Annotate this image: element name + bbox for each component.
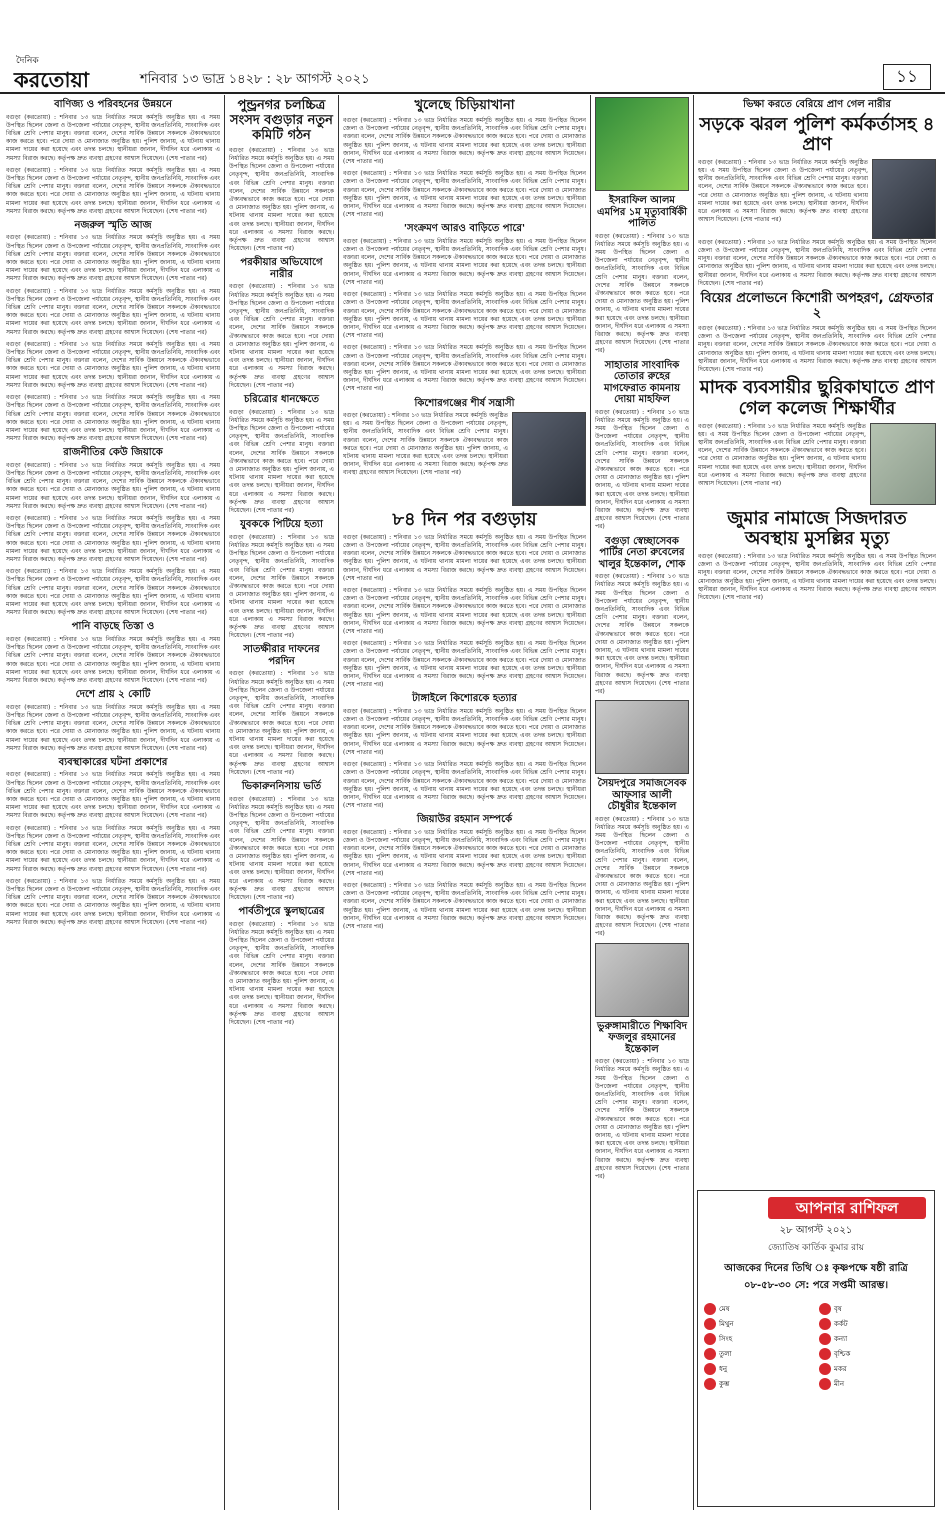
news-photo bbox=[870, 423, 936, 505]
sign-label: বৃষ bbox=[834, 1305, 842, 1313]
article-text: বগুড়া (করতোয়া) : শনিবার ১৩ ভাদ্র নির্ধারিত সময়ে কর্মসূচি অনুষ্ঠিত হয়। এ সময় উপস্থিত ছিলেন জেলা ও উপজেলা পর্যায়ের নেতৃবৃন্দ, স্থানীয় জনপ্রতিনিধি, সাংবাদিক এবং বিভিন্ন শ্রেণি পেশার মানুষ। বক্তারা বলেন, দেশের সার্বিক উন্নয়নে সকলকে ঐক্যবদ্ধভাবে কাজ করতে হবে। পরে দোয়া ও মোনাজাত অনুষ্ঠিত হয়। পুলিশ জানায়, এ ঘটনায় থানায় মামলা দায়ের করা হয়েছে এবং তদন্ত চলছে। স্থানীয়রা জানান, দীর্ঘদিন ধরে এলাকায় এ সমস্যা বিরাজ করছে। কর্তৃপক্ষ দ্রুত ব্যবস্থা গ্রহণের আশ্বাস দিয়েছেন। (শেষ পাতার পর) bbox=[6, 113, 220, 162]
sign-label: কুম্ভ bbox=[719, 1380, 730, 1388]
article-text: বগুড়া (করতোয়া) : শনিবার ১৩ ভাদ্র নির্ধারিত সময়ে কর্মসূচি অনুষ্ঠিত হয়। এ সময় উপস্থিত ছিলেন জেলা ও উপজেলা পর্যায়ের নেতৃবৃন্দ, স্থানীয় জনপ্রতিনিধি, সাংবাদিক এবং বিভিন্ন শ্রেণি পেশার মানুষ। বক্তারা বলেন, দেশের সার্বিক উন্নয়নে সকলকে ঐক্যবদ্ধভাবে কাজ করতে হবে। পরে দোয়া ও মোনাজাত অনুষ্ঠিত হয়। পুলিশ জানায়, এ ঘটনায় থানায় মামলা দায়ের করা হয়েছে এবং তদন্ত চলছে। স্থানীয়রা জানান, দীর্ঘদিন ধরে এলাকায় এ সমস্যা বিরাজ করছে। কর্তৃপক্ষ দ্রুত ব্যবস্থা গ্রহণের আশ্বাস দিয়েছেন। (শেষ পাতার পর) bbox=[343, 291, 586, 340]
article-text: বগুড়া (করতোয়া) : শনিবার ১৩ ভাদ্র নির্ধারিত সময়ে কর্মসূচি অনুষ্ঠিত হয়। এ সময় উপস্থিত ছিলেন জেলা ও উপজেলা পর্যায়ের নেতৃবৃন্দ, স্থানীয় জনপ্রতিনিধি, সাংবাদিক এবং বিভিন্ন শ্রেণি পেশার মানুষ। বক্তারা বলেন, দেশের সার্বিক উন্নয়নে সকলকে ঐক্যবদ্ধভাবে কাজ করতে হবে। পরে দোয়া ও মোনাজাত অনুষ্ঠিত হয়। পুলিশ জানায়, এ ঘটনায় থানায় মামলা দায়ের করা হয়েছে এবং তদন্ত চলছে। স্থানীয়রা জানান, দীর্ঘদিন ধরে এলাকায় এ সমস্যা বিরাজ করছে। কর্তৃপক্ষ দ্রুত ব্যবস্থা গ্রহণের আশ্বাস দিয়েছেন। (শেষ পাতার পর) bbox=[229, 408, 334, 515]
headline: সাহাতার সাংবাদিক তোতার রুহের মাগফেরাত কামনায় দোয়া মাহফিল bbox=[604, 359, 680, 406]
horoscope-sign bbox=[704, 1333, 813, 1345]
horoscope-sign bbox=[704, 1363, 813, 1375]
headline: পার্বতীপুরে স্কুলছাত্রের bbox=[238, 906, 325, 918]
article-text: বগুড়া (করতোয়া) : শনিবার ১৩ ভাদ্র নির্ধারিত সময়ে কর্মসূচি অনুষ্ঠিত হয়। এ সময় উপস্থিত ছিলেন জেলা ও উপজেলা পর্যায়ের নেতৃবৃন্দ, স্থানীয় জনপ্রতিনিধি, সাংবাদিক এবং বিভিন্ন শ্রেণি পেশার মানুষ। বক্তারা বলেন, দেশের সার্বিক উন্নয়নে সকলকে ঐক্যবদ্ধভাবে কাজ করতে হবে। পরে দোয়া ও মোনাজাত অনুষ্ঠিত হয়। পুলিশ জানায়, এ ঘটনায় থানায় মামলা দায়ের করা হয়েছে এবং তদন্ত চলছে। স্থানীয়রা জানান, দীর্ঘদিন ধরে এলাকায় এ সমস্যা বিরাজ করছে। কর্তৃপক্ষ দ্রুত ব্যবস্থা গ্রহণের আশ্বাস দিয়েছেন। (শেষ পাতার পর) bbox=[6, 877, 220, 926]
article-text: বগুড়া (করতোয়া) : শনিবার ১৩ ভাদ্র নির্ধারিত সময়ে কর্মসূচি অনুষ্ঠিত হয়। এ সময় উপস্থিত ছিলেন জেলা ও উপজেলা পর্যায়ের নেতৃবৃন্দ, স্থানীয় জনপ্রতিনিধি, সাংবাদিক এবং বিভিন্ন শ্রেণি পেশার মানুষ। বক্তারা বলেন, দেশের সার্বিক উন্নয়নে সকলকে ঐক্যবদ্ধভাবে কাজ করতে হবে। পরে দোয়া ও মোনাজাত অনুষ্ঠিত হয়। পুলিশ জানায়, এ ঘটনায় থানায় মামলা দায়ের করা হয়েছে এবং তদন্ত চলছে। স্থানীয়রা জানান, দীর্ঘদিন ধরে এলাকায় এ সমস্যা বিরাজ করছে। কর্তৃপক্ষ দ্রুত ব্যবস্থা গ্রহণের আশ্বাস দিয়েছেন। (শেষ পাতার পর) bbox=[229, 920, 334, 1027]
article-text: বগুড়া (করতোয়া) : শনিবার ১৩ ভাদ্র নির্ধারিত সময়ে কর্মসূচি অনুষ্ঠিত হয়। এ সময় উপস্থিত ছিলেন জেলা ও উপজেলা পর্যায়ের নেতৃবৃন্দ, স্থানীয় জনপ্রতিনিধি, সাংবাদিক এবং বিভিন্ন শ্রেণি পেশার মানুষ। বক্তারা বলেন, দেশের সার্বিক উন্নয়নে সকলকে ঐক্যবদ্ধভাবে কাজ করতে হবে। পরে দোয়া ও মোনাজাত অনুষ্ঠিত হয়। পুলিশ জানায়, এ ঘটনায় থানায় মামলা দায়ের করা হয়েছে এবং তদন্ত চলছে। স্থানীয়রা জানান, দীর্ঘদিন ধরে এলাকায় এ সমস্যা বিরাজ করছে। কর্তৃপক্ষ দ্রুত ব্যবস্থা গ্রহণের আশ্বাস দিয়েছেন। (শেষ পাতার পর) bbox=[595, 408, 689, 531]
column-divider bbox=[338, 95, 339, 1510]
article-text: বগুড়া (করতোয়া) : শনিবার ১৩ ভাদ্র নির্ধারিত সময়ে কর্মসূচি অনুষ্ঠিত হয়। এ সময় উপস্থিত ছিলেন জেলা ও উপজেলা পর্যায়ের নেতৃবৃন্দ, স্থানীয় জনপ্রতিনিধি, সাংবাদিক এবং বিভিন্ন শ্রেণি পেশার মানুষ। বক্তারা বলেন, দেশের সার্বিক উন্নয়নে সকলকে ঐক্যবদ্ধভাবে কাজ করতে হবে। পরে দোয়া ও মোনাজাত অনুষ্ঠিত হয়। পুলিশ জানায়, এ ঘটনায় থানায় মামলা দায়ের করা হয়েছে এবং তদন্ত চলছে। স্থানীয়রা জানান, দীর্ঘদিন ধরে এলাকায় এ সমস্যা বিরাজ করছে। কর্তৃপক্ষ দ্রুত ব্যবস্থা গ্রহণের আশ্বাস দিয়েছেন। (শেষ পাতার পর) bbox=[698, 238, 936, 287]
article-text: বগুড়া (করতোয়া) : শনিবার ১৩ ভাদ্র নির্ধারিত সময়ে কর্মসূচি অনুষ্ঠিত হয়। এ সময় উপস্থিত ছিলেন জেলা ও উপজেলা পর্যায়ের নেতৃবৃন্দ, স্থানীয় জনপ্রতিনিধি, সাংবাদিক এবং বিভিন্ন শ্রেণি পেশার মানুষ। বক্তারা বলেন, দেশের সার্বিক উন্নয়নে সকলকে ঐক্যবদ্ধভাবে কাজ করতে হবে। পরে দোয়া ও মোনাজাত অনুষ্ঠিত হয়। পুলিশ জানায়, এ ঘটনায় থানায় মামলা দায়ের করা হয়েছে এবং তদন্ত চলছে। স্থানীয়রা জানান, দীর্ঘদিন ধরে এলাকায় এ সমস্যা বিরাজ করছে। কর্তৃপক্ষ দ্রুত ব্যবস্থা গ্রহণের আশ্বাস দিয়েছেন। (শেষ পাতার পর) bbox=[343, 828, 586, 877]
headline: সাতক্ষীরার দাফনের পরদিন bbox=[243, 644, 320, 667]
horoscope-sign bbox=[819, 1378, 928, 1390]
portrait-photo bbox=[595, 943, 689, 1017]
zodiac-icon bbox=[819, 1303, 831, 1315]
headline: পরকীয়ার অভিযোগে নারীর bbox=[240, 257, 323, 280]
article-text: বগুড়া (করতোয়া) : শনিবার ১৩ ভাদ্র নির্ধারিত সময়ে কর্মসূচি অনুষ্ঠিত হয়। এ সময় উপস্থিত ছিলেন জেলা ও উপজেলা পর্যায়ের নেতৃবৃন্দ, স্থানীয় জনপ্রতিনিধি, সাংবাদিক এবং বিভিন্ন শ্রেণি পেশার মানুষ। বক্তারা বলেন, দেশের সার্বিক উন্নয়নে সকলকে ঐক্যবদ্ধভাবে কাজ করতে হবে। পরে দোয়া ও মোনাজাত অনুষ্ঠিত হয়। পুলিশ জানায়, এ ঘটনায় থানায় মামলা দায়ের করা হয়েছে এবং তদন্ত চলছে। স্থানীয়রা জানান, দীর্ঘদিন ধরে এলাকায় এ সমস্যা বিরাজ করছে। কর্তৃপক্ষ দ্রুত ব্যবস্থা গ্রহণের আশ্বাস দিয়েছেন। (শেষ পাতার পর) bbox=[343, 237, 586, 286]
headline: সড়কে ঝরল পুলিশ কর্মকর্তাসহ ৪ প্রাণ bbox=[699, 113, 935, 156]
article-text: বগুড়া (করতোয়া) : শনিবার ১৩ ভাদ্র নির্ধারিত সময়ে কর্মসূচি অনুষ্ঠিত হয়। এ সময় উপস্থিত ছিলেন জেলা ও উপজেলা পর্যায়ের নেতৃবৃন্দ, স্থানীয় জনপ্রতিনিধি, সাংবাদিক এবং বিভিন্ন শ্রেণি পেশার মানুষ। বক্তারা বলেন, দেশের সার্বিক উন্নয়নে সকলকে ঐক্যবদ্ধভাবে কাজ করতে হবে। পরে দোয়া ও মোনাজাত অনুষ্ঠিত হয়। পুলিশ জানায়, এ ঘটনায় থানায় মামলা দায়ের করা হয়েছে এবং তদন্ত চলছে। স্থানীয়রা জানান, দীর্ঘদিন ধরে এলাকায় এ সমস্যা বিরাজ করছে। কর্তৃপক্ষ দ্রুত ব্যবস্থা গ্রহণের আশ্বাস দিয়েছেন। (শেষ পাতার পর) bbox=[698, 552, 936, 601]
headline: পুন্ড্রনগর চলচ্চিত্র সংসদ বগুড়ার নতুন কমিটি গঠন bbox=[230, 98, 333, 143]
zodiac-icon bbox=[819, 1333, 831, 1345]
article-text: বগুড়া (করতোয়া) : শনিবার ১৩ ভাদ্র নির্ধারিত সময়ে কর্মসূচি অনুষ্ঠিত হয়। এ সময় উপস্থিত ছিলেন জেলা ও উপজেলা পর্যায়ের নেতৃবৃন্দ, স্থানীয় জনপ্রতিনিধি, সাংবাদিক এবং বিভিন্ন শ্রেণি পেশার মানুষ। বক্তারা বলেন, দেশের সার্বিক উন্নয়নে সকলকে ঐক্যবদ্ধভাবে কাজ করতে হবে। পরে দোয়া ও মোনাজাত অনুষ্ঠিত হয়। পুলিশ জানায়, এ ঘটনায় থানায় মামলা দায়ের করা হয়েছে এবং তদন্ত চলছে। স্থানীয়রা জানান, দীর্ঘদিন ধরে এলাকায় এ সমস্যা বিরাজ করছে। কর্তৃপক্ষ দ্রুত ব্যবস্থা গ্রহণের আশ্বাস দিয়েছেন। (শেষ পাতার পর) bbox=[6, 703, 220, 752]
news-photo bbox=[512, 412, 586, 506]
headline: চরিত্রাের ধানক্ষেতে bbox=[243, 394, 320, 406]
sign-label: কর্কট bbox=[834, 1320, 848, 1328]
article-text: বগুড়া (করতোয়া) : শনিবার ১৩ ভাদ্র নির্ধারিত সময়ে কর্মসূচি অনুষ্ঠিত হয়। এ সময় উপস্থিত ছিলেন জেলা ও উপজেলা পর্যায়ের নেতৃবৃন্দ, স্থানীয় জনপ্রতিনিধি, সাংবাদিক এবং বিভিন্ন শ্রেণি পেশার মানুষ। বক্তারা বলেন, দেশের সার্বিক উন্নয়নে সকলকে ঐক্যবদ্ধভাবে কাজ করতে হবে। পরে দোয়া ও মোনাজাত অনুষ্ঠিত হয়। পুলিশ জানায়, এ ঘটনায় থানায় মামলা দায়ের করা হয়েছে এবং তদন্ত চলছে। স্থানীয়রা জানান, দীর্ঘদিন ধরে এলাকায় এ সমস্যা বিরাজ করছে। কর্তৃপক্ষ দ্রুত ব্যবস্থা গ্রহণের আশ্বাস দিয়েছেন। (শেষ পাতার পর) bbox=[343, 586, 586, 635]
headline: বাণিজ্য ও পরিবহনের উন্নয়নে bbox=[54, 99, 172, 110]
zodiac-icon bbox=[704, 1333, 716, 1345]
headline: পানি বাড়ছে তিস্তা ও bbox=[71, 621, 155, 633]
article-text: বগুড়া (করতোয়া) : শনিবার ১৩ ভাদ্র নির্ধারিত সময়ে কর্মসূচি অনুষ্ঠিত হয়। এ সময় উপস্থিত ছিলেন জেলা ও উপজেলা পর্যায়ের নেতৃবৃন্দ, স্থানীয় জনপ্রতিনিধি, সাংবাদিক এবং বিভিন্ন শ্রেণি পেশার মানুষ। বক্তারা বলেন, দেশের সার্বিক উন্নয়নে সকলকে ঐক্যবদ্ধভাবে কাজ করতে হবে। পরে দোয়া ও মোনাজাত অনুষ্ঠিত হয়। পুলিশ জানায়, এ ঘটনায় থানায় মামলা দায়ের করা হয়েছে এবং তদন্ত চলছে। স্থানীয়রা জানান, দীর্ঘদিন ধরে এলাকায় এ সমস্যা বিরাজ করছে। কর্তৃপক্ষ দ্রুত ব্যবস্থা গ্রহণের আশ্বাস দিয়েছেন। (শেষ পাতার পর) bbox=[6, 394, 220, 443]
article-text: বগুড়া (করতোয়া) : শনিবার ১৩ ভাদ্র নির্ধারিত সময়ে কর্মসূচি অনুষ্ঠিত হয়। এ সময় উপস্থিত ছিলেন জেলা ও উপজেলা পর্যায়ের নেতৃবৃন্দ, স্থানীয় জনপ্রতিনিধি, সাংবাদিক এবং বিভিন্ন শ্রেণি পেশার মানুষ। বক্তারা বলেন, দেশের সার্বিক উন্নয়নে সকলকে ঐক্যবদ্ধভাবে কাজ করতে হবে। পরে দোয়া ও মোনাজাত অনুষ্ঠিত হয়। পুলিশ জানায়, এ ঘটনায় থানায় মামলা দায়ের করা হয়েছে এবং তদন্ত চলছে। স্থানীয়রা জানান, দীর্ঘদিন ধরে এলাকায় এ সমস্যা বিরাজ করছে। কর্তৃপক্ষ দ্রুত ব্যবস্থা গ্রহণের আশ্বাস দিয়েছেন। (শেষ পাতার পর) bbox=[343, 707, 586, 756]
headline: জিয়াউর রহমান সম্পর্কে bbox=[416, 814, 513, 826]
article-text: বগুড়া (করতোয়া) : শনিবার ১৩ ভাদ্র নির্ধারিত সময়ে কর্মসূচি অনুষ্ঠিত হয়। এ সময় উপস্থিত ছিলেন জেলা ও উপজেলা পর্যায়ের নেতৃবৃন্দ, স্থানীয় জনপ্রতিনিধি, সাংবাদিক এবং বিভিন্ন শ্রেণি পেশার মানুষ। বক্তারা বলেন, দেশের সার্বিক উন্নয়নে সকলকে ঐক্যবদ্ধভাবে কাজ করতে হবে। পরে দোয়া ও মোনাজাত অনুষ্ঠিত হয়। পুলিশ জানায়, এ ঘটনায় থানায় মামলা দায়ের করা হয়েছে এবং তদন্ত চলছে। স্থানীয়রা জানান, দীর্ঘদিন ধরে এলাকায় এ সমস্যা বিরাজ করছে। কর্তৃপক্ষ দ্রুত ব্যবস্থা গ্রহণের আশ্বাস দিয়েছেন। (শেষ পাতার পর) bbox=[343, 412, 508, 477]
headline: খুলেছে চিড়িয়াখানা bbox=[414, 98, 515, 113]
horoscope-sign bbox=[819, 1348, 928, 1360]
article-text: বগুড়া (করতোয়া) : শনিবার ১৩ ভাদ্র নির্ধারিত সময়ে কর্মসূচি অনুষ্ঠিত হয়। এ সময় উপস্থিত ছিলেন জেলা ও উপজেলা পর্যায়ের নেতৃবৃন্দ, স্থানীয় জনপ্রতিনিধি, সাংবাদিক এবং বিভিন্ন শ্রেণি পেশার মানুষ। বক্তারা বলেন, দেশের সার্বিক উন্নয়নে সকলকে ঐক্যবদ্ধভাবে কাজ করতে হবে। পরে দোয়া ও মোনাজাত অনুষ্ঠিত হয়। পুলিশ জানায়, এ ঘটনায় থানায় মামলা দায়ের করা হয়েছে এবং তদন্ত চলছে। স্থানীয়রা জানান, দীর্ঘদিন ধরে এলাকায় এ সমস্যা বিরাজ করছে। কর্তৃপক্ষ দ্রুত ব্যবস্থা গ্রহণের আশ্বাস দিয়েছেন। (শেষ পাতার পর) bbox=[229, 283, 334, 389]
headline: বিয়ের প্রলোভনে কিশোরী অপহরণ, গ্রেফতার ২ bbox=[700, 291, 934, 322]
horoscope-sign bbox=[704, 1303, 813, 1315]
headline: জুমার নামাজে সিজদারত অবস্থায় মুসল্লির মৃত্যু bbox=[727, 507, 907, 550]
masthead bbox=[0, 0, 945, 94]
article-text: বগুড়া (করতোয়া) : শনিবার ১৩ ভাদ্র নির্ধারিত সময়ে কর্মসূচি অনুষ্ঠিত হয়। এ সময় উপস্থিত ছিলেন জেলা ও উপজেলা পর্যায়ের নেতৃবৃন্দ, স্থানীয় জনপ্রতিনিধি, সাংবাদিক এবং বিভিন্ন শ্রেণি পেশার মানুষ। বক্তারা বলেন, দেশের সার্বিক উন্নয়নে সকলকে ঐক্যবদ্ধভাবে কাজ করতে হবে। পরে দোয়া ও মোনাজাত অনুষ্ঠিত হয়। পুলিশ জানায়, এ ঘটনায় থানায় মামলা দায়ের করা হয়েছে এবং তদন্ত চলছে। স্থানীয়রা জানান, দীর্ঘদিন ধরে এলাকায় এ সমস্যা বিরাজ করছে। কর্তৃপক্ষ দ্রুত ব্যবস্থা গ্রহণের আশ্বাস দিয়েছেন। (শেষ পাতার পর) bbox=[698, 158, 868, 224]
article-text: বগুড়া (করতোয়া) : শনিবার ১৩ ভাদ্র নির্ধারিত সময়ে কর্মসূচি অনুষ্ঠিত হয়। এ সময় উপস্থিত ছিলেন জেলা ও উপজেলা পর্যায়ের নেতৃবৃন্দ, স্থানীয় জনপ্রতিনিধি, সাংবাদিক এবং বিভিন্ন শ্রেণি পেশার মানুষ। বক্তারা বলেন, দেশের সার্বিক উন্নয়নে সকলকে ঐক্যবদ্ধভাবে কাজ করতে হবে। পরে দোয়া ও মোনাজাত অনুষ্ঠিত হয়। পুলিশ জানায়, এ ঘটনায় থানায় মামলা দায়ের করা হয়েছে এবং তদন্ত চলছে। স্থানীয়রা জানান, দীর্ঘদিন ধরে এলাকায় এ সমস্যা বিরাজ করছে। কর্তৃপক্ষ দ্রুত ব্যবস্থা গ্রহণের আশ্বাস দিয়েছেন। (শেষ পাতার পর) bbox=[698, 422, 866, 487]
column-3 bbox=[343, 95, 586, 1510]
article-text: বগুড়া (করতোয়া) : শনিবার ১৩ ভাদ্র নির্ধারিত সময়ে কর্মসূচি অনুষ্ঠিত হয়। এ সময় উপস্থিত ছিলেন জেলা ও উপজেলা পর্যায়ের নেতৃবৃন্দ, স্থানীয় জনপ্রতিনিধি, সাংবাদিক এবং বিভিন্ন শ্রেণি পেশার মানুষ। বক্তারা বলেন, দেশের সার্বিক উন্নয়নে সকলকে ঐক্যবদ্ধভাবে কাজ করতে হবে। পরে দোয়া ও মোনাজাত অনুষ্ঠিত হয়। পুলিশ জানায়, এ ঘটনায় থানায় মামলা দায়ের করা হয়েছে এবং তদন্ত চলছে। স্থানীয়রা জানান, দীর্ঘদিন ধরে এলাকায় এ সমস্যা বিরাজ করছে। কর্তৃপক্ষ দ্রুত ব্যবস্থা গ্রহণের আশ্বাস দিয়েছেন। (শেষ পাতার পর) bbox=[6, 287, 220, 336]
sign-label: মিথুন bbox=[719, 1320, 734, 1328]
headline: বগুড়া স্বেচ্ছাসেবক পার্টির নেতা রুবেলের খালুর ইন্তেকাল, শোক bbox=[598, 535, 686, 570]
article-text: বগুড়া (করতোয়া) : শনিবার ১৩ ভাদ্র নির্ধারিত সময়ে কর্মসূচি অনুষ্ঠিত হয়। এ সময় উপস্থিত ছিলেন জেলা ও উপজেলা পর্যায়ের নেতৃবৃন্দ, স্থানীয় জনপ্রতিনিধি, সাংবাদিক এবং বিভিন্ন শ্রেণি পেশার মানুষ। বক্তারা বলেন, দেশের সার্বিক উন্নয়নে সকলকে ঐক্যবদ্ধভাবে কাজ করতে হবে। পরে দোয়া ও মোনাজাত অনুষ্ঠিত হয়। পুলিশ জানায়, এ ঘটনায় থানায় মামলা দায়ের করা হয়েছে এবং তদন্ত চলছে। স্থানীয়রা জানান, দীর্ঘদিন ধরে এলাকায় এ সমস্যা বিরাজ করছে। কর্তৃপক্ষ দ্রুত ব্যবস্থা গ্রহণের আশ্বাস দিয়েছেন। (শেষ পাতার পর) bbox=[6, 461, 220, 510]
article-text: বগুড়া (করতোয়া) : শনিবার ১৩ ভাদ্র নির্ধারিত সময়ে কর্মসূচি অনুষ্ঠিত হয়। এ সময় উপস্থিত ছিলেন জেলা ও উপজেলা পর্যায়ের নেতৃবৃন্দ, স্থানীয় জনপ্রতিনিধি, সাংবাদিক এবং বিভিন্ন শ্রেণি পেশার মানুষ। বক্তারা বলেন, দেশের সার্বিক উন্নয়নে সকলকে ঐক্যবদ্ধভাবে কাজ করতে হবে। পরে দোয়া ও মোনাজাত অনুষ্ঠিত হয়। পুলিশ জানায়, এ ঘটনায় থানায় মামলা দায়ের করা হয়েছে এবং তদন্ত চলছে। স্থানীয়রা জানান, দীর্ঘদিন ধরে এলাকায় এ সমস্যা বিরাজ করছে। কর্তৃপক্ষ দ্রুত ব্যবস্থা গ্রহণের আশ্বাস দিয়েছেন। (শেষ পাতার পর) bbox=[343, 882, 586, 931]
article-text: বগুড়া (করতোয়া) : শনিবার ১৩ ভাদ্র নির্ধারিত সময়ে কর্মসূচি অনুষ্ঠিত হয়। এ সময় উপস্থিত ছিলেন জেলা ও উপজেলা পর্যায়ের নেতৃবৃন্দ, স্থানীয় জনপ্রতিনিধি, সাংবাদিক এবং বিভিন্ন শ্রেণি পেশার মানুষ। বক্তারা বলেন, দেশের সার্বিক উন্নয়নে সকলকে ঐক্যবদ্ধভাবে কাজ করতে হবে। পরে দোয়া ও মোনাজাত অনুষ্ঠিত হয়। পুলিশ জানায়, এ ঘটনায় থানায় মামলা দায়ের করা হয়েছে এবং তদন্ত চলছে। স্থানীয়রা জানান, দীর্ঘদিন ধরে এলাকায় এ সমস্যা বিরাজ করছে। কর্তৃপক্ষ দ্রুত ব্যবস্থা গ্রহণের আশ্বাস দিয়েছেন। (শেষ পাতার পর) bbox=[343, 170, 586, 219]
article-text: বগুড়া (করতোয়া) : শনিবার ১৩ ভাদ্র নির্ধারিত সময়ে কর্মসূচি অনুষ্ঠিত হয়। এ সময় উপস্থিত ছিলেন জেলা ও উপজেলা পর্যায়ের নেতৃবৃন্দ, স্থানীয় জনপ্রতিনিধি, সাংবাদিক এবং বিভিন্ন শ্রেণি পেশার মানুষ। বক্তারা বলেন, দেশের সার্বিক উন্নয়নে সকলকে ঐক্যবদ্ধভাবে কাজ করতে হবে। পরে দোয়া ও মোনাজাত অনুষ্ঠিত হয়। পুলিশ জানায়, এ ঘটনায় থানায় মামলা দায়ের করা হয়েছে এবং তদন্ত চলছে। স্থানীয়রা জানান, দীর্ঘদিন ধরে এলাকায় এ সমস্যা বিরাজ করছে। কর্তৃপক্ষ দ্রুত ব্যবস্থা গ্রহণের আশ্বাস দিয়েছেন। (শেষ পাতার পর) bbox=[229, 670, 334, 776]
horoscope-sign bbox=[819, 1303, 928, 1315]
portrait-photo bbox=[595, 97, 689, 191]
column-divider bbox=[590, 95, 591, 1510]
headline: মাদক ব্যবসায়ীর ছুরিকাঘাতে প্রাণ গেল কলেজ শিক্ষার্থীর bbox=[699, 377, 935, 419]
sign-label: সিংহ bbox=[719, 1335, 733, 1343]
article-text: বগুড়া (করতোয়া) : শনিবার ১৩ ভাদ্র নির্ধারিত সময়ে কর্মসূচি অনুষ্ঠিত হয়। এ সময় উপস্থিত ছিলেন জেলা ও উপজেলা পর্যায়ের নেতৃবৃন্দ, স্থানীয় জনপ্রতিনিধি, সাংবাদিক এবং বিভিন্ন শ্রেণি পেশার মানুষ। বক্তারা বলেন, দেশের সার্বিক উন্নয়নে সকলকে ঐক্যবদ্ধভাবে কাজ করতে হবে। পরে দোয়া ও মোনাজাত অনুষ্ঠিত হয়। পুলিশ জানায়, এ ঘটনায় থানায় মামলা দায়ের করা হয়েছে এবং তদন্ত চলছে। স্থানীয়রা জানান, দীর্ঘদিন ধরে এলাকায় এ সমস্যা বিরাজ করছে। কর্তৃপক্ষ দ্রুত ব্যবস্থা গ্রহণের আশ্বাস দিয়েছেন। (শেষ পাতার পর) bbox=[343, 640, 586, 689]
logo-text: করতোয়া bbox=[14, 68, 89, 92]
article-text: বগুড়া (করতোয়া) : শনিবার ১৩ ভাদ্র নির্ধারিত সময়ে কর্মসূচি অনুষ্ঠিত হয়। এ সময় উপস্থিত ছিলেন জেলা ও উপজেলা পর্যায়ের নেতৃবৃন্দ, স্থানীয় জনপ্রতিনিধি, সাংবাদিক এবং বিভিন্ন শ্রেণি পেশার মানুষ। বক্তারা বলেন, দেশের সার্বিক উন্নয়নে সকলকে ঐক্যবদ্ধভাবে কাজ করতে হবে। পরে দোয়া ও মোনাজাত অনুষ্ঠিত হয়। পুলিশ জানায়, এ ঘটনায় থানায় মামলা দায়ের করা হয়েছে এবং তদন্ত চলছে। স্থানীয়রা জানান, দীর্ঘদিন ধরে এলাকায় এ সমস্যা বিরাজ করছে। কর্তৃপক্ষ দ্রুত ব্যবস্থা গ্রহণের আশ্বাস দিয়েছেন। (শেষ পাতার পর) bbox=[595, 232, 689, 355]
horoscope-date: ২৮ আগস্ট ২০২১ bbox=[779, 1225, 853, 1236]
horoscope-author: জ্যোতিষ কার্তিক কুমার রায় bbox=[767, 1243, 865, 1253]
horoscope-box bbox=[697, 1190, 935, 1507]
article-text: বগুড়া (করতোয়া) : শনিবার ১৩ ভাদ্র নির্ধারিত সময়ে কর্মসূচি অনুষ্ঠিত হয়। এ সময় উপস্থিত ছিলেন জেলা ও উপজেলা পর্যায়ের নেতৃবৃন্দ, স্থানীয় জনপ্রতিনিধি, সাংবাদিক এবং বিভিন্ন শ্রেণি পেশার মানুষ। বক্তারা বলেন, দেশের সার্বিক উন্নয়নে সকলকে ঐক্যবদ্ধভাবে কাজ করতে হবে। পরে দোয়া ও মোনাজাত অনুষ্ঠিত হয়। পুলিশ জানায়, এ ঘটনায় থানায় মামলা দায়ের করা হয়েছে এবং তদন্ত চলছে। স্থানীয়রা জানান, দীর্ঘদিন ধরে এলাকায় এ সমস্যা বিরাজ করছে। কর্তৃপক্ষ দ্রুত ব্যবস্থা গ্রহণের আশ্বাস দিয়েছেন। (শেষ পাতার পর) bbox=[343, 761, 586, 810]
article-text: বগুড়া (করতোয়া) : শনিবার ১৩ ভাদ্র নির্ধারিত সময়ে কর্মসূচি অনুষ্ঠিত হয়। এ সময় উপস্থিত ছিলেন জেলা ও উপজেলা পর্যায়ের নেতৃবৃন্দ, স্থানীয় জনপ্রতিনিধি, সাংবাদিক এবং বিভিন্ন শ্রেণি পেশার মানুষ। বক্তারা বলেন, দেশের সার্বিক উন্নয়নে সকলকে ঐক্যবদ্ধভাবে কাজ করতে হবে। পরে দোয়া ও মোনাজাত অনুষ্ঠিত হয়। পুলিশ জানায়, এ ঘটনায় থানায় মামলা দায়ের করা হয়েছে এবং তদন্ত চলছে। স্থানীয়রা জানান, দীর্ঘদিন ধরে এলাকায় এ সমস্যা বিরাজ করছে। কর্তৃপক্ষ দ্রুত ব্যবস্থা গ্রহণের আশ্বাস দিয়েছেন। (শেষ পাতার পর) bbox=[595, 815, 689, 938]
horoscope-signs bbox=[698, 1301, 934, 1392]
sign-label: মীন bbox=[834, 1380, 845, 1388]
article-text: বগুড়া (করতোয়া) : শনিবার ১৩ ভাদ্র নির্ধারিত সময়ে কর্মসূচি অনুষ্ঠিত হয়। এ সময় উপস্থিত ছিলেন জেলা ও উপজেলা পর্যায়ের নেতৃবৃন্দ, স্থানীয় জনপ্রতিনিধি, সাংবাদিক এবং বিভিন্ন শ্রেণি পেশার মানুষ। বক্তারা বলেন, দেশের সার্বিক উন্নয়নে সকলকে ঐক্যবদ্ধভাবে কাজ করতে হবে। পরে দোয়া ও মোনাজাত অনুষ্ঠিত হয়। পুলিশ জানায়, এ ঘটনায় থানায় মামলা দায়ের করা হয়েছে এবং তদন্ত চলছে। স্থানীয়রা জানান, দীর্ঘদিন ধরে এলাকায় এ সমস্যা বিরাজ করছে। কর্তৃপক্ষ দ্রুত ব্যবস্থা গ্রহণের আশ্বাস দিয়েছেন। (শেষ পাতার পর) bbox=[6, 771, 220, 820]
zodiac-icon bbox=[704, 1363, 716, 1375]
horoscope-title: আপনার রাশিফল bbox=[768, 1197, 926, 1219]
article-text: বগুড়া (করতোয়া) : শনিবার ১৩ ভাদ্র নির্ধারিত সময়ে কর্মসূচি অনুষ্ঠিত হয়। এ সময় উপস্থিত ছিলেন জেলা ও উপজেলা পর্যায়ের নেতৃবৃন্দ, স্থানীয় জনপ্রতিনিধি, সাংবাদিক এবং বিভিন্ন শ্রেণি পেশার মানুষ। বক্তারা বলেন, দেশের সার্বিক উন্নয়নে সকলকে ঐক্যবদ্ধভাবে কাজ করতে হবে। পরে দোয়া ও মোনাজাত অনুষ্ঠিত হয়। পুলিশ জানায়, এ ঘটনায় থানায় মামলা দায়ের করা হয়েছে এবং তদন্ত চলছে। স্থানীয়রা জানান, দীর্ঘদিন ধরে এলাকায় এ সমস্যা বিরাজ করছে। কর্তৃপক্ষ দ্রুত ব্যবস্থা গ্রহণের আশ্বাস দিয়েছেন। (শেষ পাতার পর) bbox=[343, 116, 586, 165]
column-1 bbox=[6, 95, 220, 1510]
newspaper-logo bbox=[14, 56, 89, 99]
article-text: বগুড়া (করতোয়া) : শনিবার ১৩ ভাদ্র নির্ধারিত সময়ে কর্মসূচি অনুষ্ঠিত হয়। এ সময় উপস্থিত ছিলেন জেলা ও উপজেলা পর্যায়ের নেতৃবৃন্দ, স্থানীয় জনপ্রতিনিধি, সাংবাদিক এবং বিভিন্ন শ্রেণি পেশার মানুষ। বক্তারা বলেন, দেশের সার্বিক উন্নয়নে সকলকে ঐক্যবদ্ধভাবে কাজ করতে হবে। পরে দোয়া ও মোনাজাত অনুষ্ঠিত হয়। পুলিশ জানায়, এ ঘটনায় থানায় মামলা দায়ের করা হয়েছে এবং তদন্ত চলছে। স্থানীয়রা জানান, দীর্ঘদিন ধরে এলাকায় এ সমস্যা বিরাজ করছে। কর্তৃপক্ষ দ্রুত ব্যবস্থা গ্রহণের আশ্বাস দিয়েছেন। (শেষ পাতার পর) bbox=[698, 324, 936, 373]
horoscope-sign bbox=[704, 1378, 813, 1390]
logo-tagline: দৈনিক bbox=[16, 56, 39, 66]
headline: নজরুল স্মৃতি আজ bbox=[74, 219, 152, 231]
sign-label: মকর bbox=[834, 1365, 847, 1373]
zodiac-icon bbox=[819, 1318, 831, 1330]
headline: রাজনীতির কেউ জিয়াকে bbox=[63, 447, 163, 459]
article-text: বগুড়া (করতোয়া) : শনিবার ১৩ ভাদ্র নির্ধারিত সময়ে কর্মসূচি অনুষ্ঠিত হয়। এ সময় উপস্থিত ছিলেন জেলা ও উপজেলা পর্যায়ের নেতৃবৃন্দ, স্থানীয় জনপ্রতিনিধি, সাংবাদিক এবং বিভিন্ন শ্রেণি পেশার মানুষ। বক্তারা বলেন, দেশের সার্বিক উন্নয়নে সকলকে ঐক্যবদ্ধভাবে কাজ করতে হবে। পরে দোয়া ও মোনাজাত অনুষ্ঠিত হয়। পুলিশ জানায়, এ ঘটনায় থানায় মামলা দায়ের করা হয়েছে এবং তদন্ত চলছে। স্থানীয়রা জানান, দীর্ঘদিন ধরে এলাকায় এ সমস্যা বিরাজ করছে। কর্তৃপক্ষ দ্রুত ব্যবস্থা গ্রহণের আশ্বাস দিয়েছেন। (শেষ পাতার পর) bbox=[6, 635, 220, 684]
zodiac-icon bbox=[704, 1318, 716, 1330]
zodiac-icon bbox=[819, 1363, 831, 1375]
sign-label: কন্যা bbox=[834, 1335, 848, 1343]
page-number: ১১ bbox=[883, 64, 931, 90]
headline-kicker: ভিক্ষা করতে বেরিয়ে প্রাণ গেল নারীর bbox=[743, 99, 891, 110]
headline: 'সংক্রমণ আরও বাড়িতে পারে' bbox=[403, 223, 526, 235]
headline: ইসরাফিল আলম এমপির ১ম মৃত্যুবার্ষিকী পালিত bbox=[597, 195, 687, 229]
sign-label: বৃশ্চিক bbox=[834, 1350, 851, 1358]
article-text: বগুড়া (করতোয়া) : শনিবার ১৩ ভাদ্র নির্ধারিত সময়ে কর্মসূচি অনুষ্ঠিত হয়। এ সময় উপস্থিত ছিলেন জেলা ও উপজেলা পর্যায়ের নেতৃবৃন্দ, স্থানীয় জনপ্রতিনিধি, সাংবাদিক এবং বিভিন্ন শ্রেণি পেশার মানুষ। বক্তারা বলেন, দেশের সার্বিক উন্নয়নে সকলকে ঐক্যবদ্ধভাবে কাজ করতে হবে। পরে দোয়া ও মোনাজাত অনুষ্ঠিত হয়। পুলিশ জানায়, এ ঘটনায় থানায় মামলা দায়ের করা হয়েছে এবং তদন্ত চলছে। স্থানীয়রা জানান, দীর্ঘদিন ধরে এলাকায় এ সমস্যা বিরাজ করছে। কর্তৃপক্ষ দ্রুত ব্যবস্থা গ্রহণের আশ্বাস দিয়েছেন। (শেষ পাতার পর) bbox=[595, 573, 689, 695]
column-divider bbox=[224, 95, 225, 1510]
sign-label: তুলা bbox=[719, 1350, 732, 1358]
zodiac-icon bbox=[819, 1378, 831, 1390]
headline: টাঙ্গাইলে কিশোরকে হত্যার bbox=[412, 693, 517, 705]
article-text: বগুড়া (করতোয়া) : শনিবার ১৩ ভাদ্র নির্ধারিত সময়ে কর্মসূচি অনুষ্ঠিত হয়। এ সময় উপস্থিত ছিলেন জেলা ও উপজেলা পর্যায়ের নেতৃবৃন্দ, স্থানীয় জনপ্রতিনিধি, সাংবাদিক এবং বিভিন্ন শ্রেণি পেশার মানুষ। বক্তারা বলেন, দেশের সার্বিক উন্নয়নে সকলকে ঐক্যবদ্ধভাবে কাজ করতে হবে। পরে দোয়া ও মোনাজাত অনুষ্ঠিত হয়। পুলিশ জানায়, এ ঘটনায় থানায় মামলা দায়ের করা হয়েছে এবং তদন্ত চলছে। স্থানীয়রা জানান, দীর্ঘদিন ধরে এলাকায় এ সমস্যা বিরাজ করছে। কর্তৃপক্ষ দ্রুত ব্যবস্থা গ্রহণের আশ্বাস দিয়েছেন। (শেষ পাতার পর) bbox=[343, 344, 586, 393]
news-photo bbox=[872, 159, 936, 239]
headline: দেশে প্রায় ২ কোটি bbox=[75, 689, 151, 701]
horoscope-sign bbox=[819, 1363, 928, 1375]
article-text: বগুড়া (করতোয়া) : শনিবার ১৩ ভাদ্র নির্ধারিত সময়ে কর্মসূচি অনুষ্ঠিত হয়। এ সময় উপস্থিত ছিলেন জেলা ও উপজেলা পর্যায়ের নেতৃবৃন্দ, স্থানীয় জনপ্রতিনিধি, সাংবাদিক এবং বিভিন্ন শ্রেণি পেশার মানুষ। বক্তারা বলেন, দেশের সার্বিক উন্নয়নে সকলকে ঐক্যবদ্ধভাবে কাজ করতে হবে। পরে দোয়া ও মোনাজাত অনুষ্ঠিত হয়। পুলিশ জানায়, এ ঘটনায় থানায় মামলা দায়ের করা হয়েছে এবং তদন্ত চলছে। স্থানীয়রা জানান, দীর্ঘদিন ধরে এলাকায় এ সমস্যা বিরাজ করছে। কর্তৃপক্ষ দ্রুত ব্যবস্থা গ্রহণের আশ্বাস দিয়েছেন। (শেষ পাতার পর) bbox=[595, 1058, 689, 1181]
article-text: বগুড়া (করতোয়া) : শনিবার ১৩ ভাদ্র নির্ধারিত সময়ে কর্মসূচি অনুষ্ঠিত হয়। এ সময় উপস্থিত ছিলেন জেলা ও উপজেলা পর্যায়ের নেতৃবৃন্দ, স্থানীয় জনপ্রতিনিধি, সাংবাদিক এবং বিভিন্ন শ্রেণি পেশার মানুষ। বক্তারা বলেন, দেশের সার্বিক উন্নয়নে সকলকে ঐক্যবদ্ধভাবে কাজ করতে হবে। পরে দোয়া ও মোনাজাত অনুষ্ঠিত হয়। পুলিশ জানায়, এ ঘটনায় থানায় মামলা দায়ের করা হয়েছে এবং তদন্ত চলছে। স্থানীয়রা জানান, দীর্ঘদিন ধরে এলাকায় এ সমস্যা বিরাজ করছে। কর্তৃপক্ষ দ্রুত ব্যবস্থা গ্রহণের আশ্বাস দিয়েছেন। (শেষ পাতার পর) bbox=[229, 795, 334, 901]
column-4 bbox=[595, 95, 689, 1510]
article-text: বগুড়া (করতোয়া) : শনিবার ১৩ ভাদ্র নির্ধারিত সময়ে কর্মসূচি অনুষ্ঠিত হয়। এ সময় উপস্থিত ছিলেন জেলা ও উপজেলা পর্যায়ের নেতৃবৃন্দ, স্থানীয় জনপ্রতিনিধি, সাংবাদিক এবং বিভিন্ন শ্রেণি পেশার মানুষ। বক্তারা বলেন, দেশের সার্বিক উন্নয়নে সকলকে ঐক্যবদ্ধভাবে কাজ করতে হবে। পরে দোয়া ও মোনাজাত অনুষ্ঠিত হয়। পুলিশ জানায়, এ ঘটনায় থানায় মামলা দায়ের করা হয়েছে এবং তদন্ত চলছে। স্থানীয়রা জানান, দীর্ঘদিন ধরে এলাকায় এ সমস্যা বিরাজ করছে। কর্তৃপক্ষ দ্রুত ব্যবস্থা গ্রহণের আশ্বাস দিয়েছেন। (শেষ পাতার পর) bbox=[229, 146, 334, 253]
horoscope-tithi: আজকের দিনের তিথি ঃ কৃষ্ণপক্ষে ষষ্ঠী রাত্রি ০৮-৫৮-৩০ সে: পরে সপ্তমী আরম্ভ। bbox=[724, 1263, 908, 1291]
zodiac-icon bbox=[704, 1303, 716, 1315]
headline: ভিকারুননিসায় ভর্তি bbox=[241, 781, 322, 793]
headline: ভুরুঙ্গামারীতে শিক্ষাবিদ ফজলুর রহমানের ইন্তেকাল bbox=[597, 1020, 687, 1055]
article-text: বগুড়া (করতোয়া) : শনিবার ১৩ ভাদ্র নির্ধারিত সময়ে কর্মসূচি অনুষ্ঠিত হয়। এ সময় উপস্থিত ছিলেন জেলা ও উপজেলা পর্যায়ের নেতৃবৃন্দ, স্থানীয় জনপ্রতিনিধি, সাংবাদিক এবং বিভিন্ন শ্রেণি পেশার মানুষ। বক্তারা বলেন, দেশের সার্বিক উন্নয়নে সকলকে ঐক্যবদ্ধভাবে কাজ করতে হবে। পরে দোয়া ও মোনাজাত অনুষ্ঠিত হয়। পুলিশ জানায়, এ ঘটনায় থানায় মামলা দায়ের করা হয়েছে এবং তদন্ত চলছে। স্থানীয়রা জানান, দীর্ঘদিন ধরে এলাকায় এ সমস্যা বিরাজ করছে। কর্তৃপক্ষ দ্রুত ব্যবস্থা গ্রহণের আশ্বাস দিয়েছেন। (শেষ পাতার পর) bbox=[6, 568, 220, 617]
horoscope-sign bbox=[704, 1318, 813, 1330]
headline: সৈয়দপুরে সমাজসেবক আফসার আলী চৌধুরীর ইন্তেকাল bbox=[597, 778, 687, 813]
article-text: বগুড়া (করতোয়া) : শনিবার ১৩ ভাদ্র নির্ধারিত সময়ে কর্মসূচি অনুষ্ঠিত হয়। এ সময় উপস্থিত ছিলেন জেলা ও উপজেলা পর্যায়ের নেতৃবৃন্দ, স্থানীয় জনপ্রতিনিধি, সাংবাদিক এবং বিভিন্ন শ্রেণি পেশার মানুষ। বক্তারা বলেন, দেশের সার্বিক উন্নয়নে সকলকে ঐক্যবদ্ধভাবে কাজ করতে হবে। পরে দোয়া ও মোনাজাত অনুষ্ঠিত হয়। পুলিশ জানায়, এ ঘটনায় থানায় মামলা দায়ের করা হয়েছে এবং তদন্ত চলছে। স্থানীয়রা জানান, দীর্ঘদিন ধরে এলাকায় এ সমস্যা বিরাজ করছে। কর্তৃপক্ষ দ্রুত ব্যবস্থা গ্রহণের আশ্বাস দিয়েছেন। (শেষ পাতার পর) bbox=[6, 166, 220, 215]
article-text: বগুড়া (করতোয়া) : শনিবার ১৩ ভাদ্র নির্ধারিত সময়ে কর্মসূচি অনুষ্ঠিত হয়। এ সময় উপস্থিত ছিলেন জেলা ও উপজেলা পর্যায়ের নেতৃবৃন্দ, স্থানীয় জনপ্রতিনিধি, সাংবাদিক এবং বিভিন্ন শ্রেণি পেশার মানুষ। বক্তারা বলেন, দেশের সার্বিক উন্নয়নে সকলকে ঐক্যবদ্ধভাবে কাজ করতে হবে। পরে দোয়া ও মোনাজাত অনুষ্ঠিত হয়। পুলিশ জানায়, এ ঘটনায় থানায় মামলা দায়ের করা হয়েছে এবং তদন্ত চলছে। স্থানীয়রা জানান, দীর্ঘদিন ধরে এলাকায় এ সমস্যা বিরাজ করছে। কর্তৃপক্ষ দ্রুত ব্যবস্থা গ্রহণের আশ্বাস দিয়েছেন। (শেষ পাতার পর) bbox=[343, 533, 586, 582]
column-5 bbox=[698, 95, 936, 1185]
zodiac-icon bbox=[704, 1348, 716, 1360]
article-text: বগুড়া (করতোয়া) : শনিবার ১৩ ভাদ্র নির্ধারিত সময়ে কর্মসূচি অনুষ্ঠিত হয়। এ সময় উপস্থিত ছিলেন জেলা ও উপজেলা পর্যায়ের নেতৃবৃন্দ, স্থানীয় জনপ্রতিনিধি, সাংবাদিক এবং বিভিন্ন শ্রেণি পেশার মানুষ। বক্তারা বলেন, দেশের সার্বিক উন্নয়নে সকলকে ঐক্যবদ্ধভাবে কাজ করতে হবে। পরে দোয়া ও মোনাজাত অনুষ্ঠিত হয়। পুলিশ জানায়, এ ঘটনায় থানায় মামলা দায়ের করা হয়েছে এবং তদন্ত চলছে। স্থানীয়রা জানান, দীর্ঘদিন ধরে এলাকায় এ সমস্যা বিরাজ করছে। কর্তৃপক্ষ দ্রুত ব্যবস্থা গ্রহণের আশ্বাস দিয়েছেন। (শেষ পাতার পর) bbox=[6, 234, 220, 283]
article-text: বগুড়া (করতোয়া) : শনিবার ১৩ ভাদ্র নির্ধারিত সময়ে কর্মসূচি অনুষ্ঠিত হয়। এ সময় উপস্থিত ছিলেন জেলা ও উপজেলা পর্যায়ের নেতৃবৃন্দ, স্থানীয় জনপ্রতিনিধি, সাংবাদিক এবং বিভিন্ন শ্রেণি পেশার মানুষ। বক্তারা বলেন, দেশের সার্বিক উন্নয়নে সকলকে ঐক্যবদ্ধভাবে কাজ করতে হবে। পরে দোয়া ও মোনাজাত অনুষ্ঠিত হয়। পুলিশ জানায়, এ ঘটনায় থানায় মামলা দায়ের করা হয়েছে এবং তদন্ত চলছে। স্থানীয়রা জানান, দীর্ঘদিন ধরে এলাকায় এ সমস্যা বিরাজ করছে। কর্তৃপক্ষ দ্রুত ব্যবস্থা গ্রহণের আশ্বাস দিয়েছেন। (শেষ পাতার পর) bbox=[6, 515, 220, 564]
article-text: বগুড়া (করতোয়া) : শনিবার ১৩ ভাদ্র নির্ধারিত সময়ে কর্মসূচি অনুষ্ঠিত হয়। এ সময় উপস্থিত ছিলেন জেলা ও উপজেলা পর্যায়ের নেতৃবৃন্দ, স্থানীয় জনপ্রতিনিধি, সাংবাদিক এবং বিভিন্ন শ্রেণি পেশার মানুষ। বক্তারা বলেন, দেশের সার্বিক উন্নয়নে সকলকে ঐক্যবদ্ধভাবে কাজ করতে হবে। পরে দোয়া ও মোনাজাত অনুষ্ঠিত হয়। পুলিশ জানায়, এ ঘটনায় থানায় মামলা দায়ের করা হয়েছে এবং তদন্ত চলছে। স্থানীয়রা জানান, দীর্ঘদিন ধরে এলাকায় এ সমস্যা বিরাজ করছে। কর্তৃপক্ষ দ্রুত ব্যবস্থা গ্রহণের আশ্বাস দিয়েছেন। (শেষ পাতার পর) bbox=[6, 824, 220, 873]
article-text: বগুড়া (করতোয়া) : শনিবার ১৩ ভাদ্র নির্ধারিত সময়ে কর্মসূচি অনুষ্ঠিত হয়। এ সময় উপস্থিত ছিলেন জেলা ও উপজেলা পর্যায়ের নেতৃবৃন্দ, স্থানীয় জনপ্রতিনিধি, সাংবাদিক এবং বিভিন্ন শ্রেণি পেশার মানুষ। বক্তারা বলেন, দেশের সার্বিক উন্নয়নে সকলকে ঐক্যবদ্ধভাবে কাজ করতে হবে। পরে দোয়া ও মোনাজাত অনুষ্ঠিত হয়। পুলিশ জানায়, এ ঘটনায় থানায় মামলা দায়ের করা হয়েছে এবং তদন্ত চলছে। স্থানীয়রা জানান, দীর্ঘদিন ধরে এলাকায় এ সমস্যা বিরাজ করছে। কর্তৃপক্ষ দ্রুত ব্যবস্থা গ্রহণের আশ্বাস দিয়েছেন। (শেষ পাতার পর) bbox=[6, 340, 220, 389]
article-text: বগুড়া (করতোয়া) : শনিবার ১৩ ভাদ্র নির্ধারিত সময়ে কর্মসূচি অনুষ্ঠিত হয়। এ সময় উপস্থিত ছিলেন জেলা ও উপজেলা পর্যায়ের নেতৃবৃন্দ, স্থানীয় জনপ্রতিনিধি, সাংবাদিক এবং বিভিন্ন শ্রেণি পেশার মানুষ। বক্তারা বলেন, দেশের সার্বিক উন্নয়নে সকলকে ঐক্যবদ্ধভাবে কাজ করতে হবে। পরে দোয়া ও মোনাজাত অনুষ্ঠিত হয়। পুলিশ জানায়, এ ঘটনায় থানায় মামলা দায়ের করা হয়েছে এবং তদন্ত চলছে। স্থানীয়রা জানান, দীর্ঘদিন ধরে এলাকায় এ সমস্যা বিরাজ করছে। কর্তৃপক্ষ দ্রুত ব্যবস্থা গ্রহণের আশ্বাস দিয়েছেন। (শেষ পাতার পর) bbox=[229, 533, 334, 640]
sign-label: ধনু bbox=[719, 1365, 728, 1373]
horoscope-sign bbox=[704, 1348, 813, 1360]
headline: যুবককে পিটিয়ে হত্যা bbox=[240, 519, 323, 531]
sign-label: মেষ bbox=[719, 1305, 730, 1313]
column-divider bbox=[693, 95, 694, 1510]
headline: কিশোরগঞ্জের শীর্ষ সন্ত্রাসী bbox=[414, 397, 515, 409]
zodiac-icon bbox=[819, 1348, 831, 1360]
headline: ৮৪ দিন পর বগুড়ায় bbox=[392, 509, 537, 531]
zodiac-icon bbox=[704, 1378, 716, 1390]
horoscope-sign bbox=[819, 1318, 928, 1330]
headline: ব্যবস্থাকারের ঘটনা প্রকাশের bbox=[58, 756, 168, 768]
horoscope-sign bbox=[819, 1333, 928, 1345]
dateline: শনিবার ১৩ ভাদ্র ১৪২৮ : ২৮ আগস্ট ২০২১ bbox=[140, 72, 370, 87]
portrait-photo bbox=[595, 700, 689, 774]
column-2 bbox=[229, 95, 334, 1510]
